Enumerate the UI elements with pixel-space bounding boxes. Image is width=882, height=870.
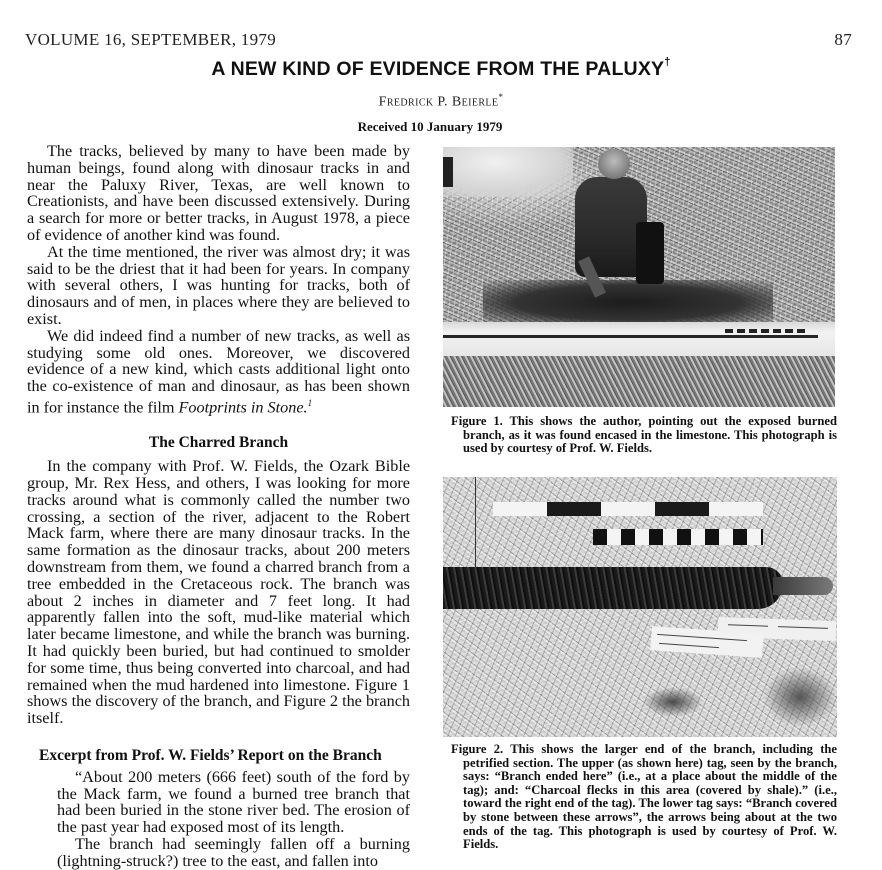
charred-branch — [773, 577, 833, 595]
person-figure — [636, 222, 664, 284]
left-column — [27, 143, 410, 870]
author-name: Fredrick P. Beierle — [378, 94, 499, 110]
article-title — [0, 55, 882, 81]
figure-1-caption — [451, 415, 837, 456]
scale-bar — [493, 502, 763, 516]
charred-branch — [443, 335, 818, 338]
quote-paragraph: “About 200 meters (666 feet) south of the ford by the Mack farm, we found a burned tree branch that had been buried in the stone river bed. The erosion of the past year had exposed most of its length. — [57, 767, 410, 837]
body-paragraph: In the company with Prof. W. Fields, the Ozark Bible group, Mr. Rex Hess, and others, I was looking for more tracks around what is commonly called the number two crossing, a section of the river, adjacent to the Robert Mack farm, where there are many dinosaur tracks. In the same formation as the dinosaur tracks, about 200 meters downstream from them, we found a charred branch from a tree embedded in the Cretaceous rock. The branch was about 2 inches in diameter and 7 feet long. It had apparently fallen into the soft, mud-like material which later became limestone, and while the branch was burning. It had quickly been buried, but had continued to smolder for some time, thus being converted into charcoal, and had remained when the mud hardened into limestone. Figure 1 shows the discovery of the branch, and Figure 2 the branch itself. — [27, 457, 410, 728]
person-figure — [598, 149, 630, 179]
photo-texture — [443, 356, 835, 407]
charred-branch — [443, 567, 783, 609]
photo-shadow — [443, 157, 453, 187]
block-quote — [27, 769, 410, 870]
journal-volume: VOLUME 16, SEPTEMBER, 1979 — [25, 30, 277, 49]
photo-shadow — [643, 687, 703, 717]
section-heading-excerpt: Excerpt from Prof. W. Fields’ Report on the Branch — [39, 746, 382, 764]
photo-shadow — [763, 667, 837, 727]
caption-text: Figure 2. This shows the larger end of the branch, including the petrified section. The upper (as shown here) tag, seen by the branch, says: “Branch ended here” (i.e., at a place about the middle of the tag); and: “Charcoal flecks in this area (covered by shale).” (i.e., toward the right end of the tag). The lower tag says: “Branch covered by stone between these arrows”, the arrows being about at the two ends of the tag. This photograph is used by courtesy of Prof. W. Fields. — [451, 742, 837, 852]
title-footnote-mark: † — [664, 55, 671, 68]
figure-2-photo — [443, 477, 837, 737]
section-heading-charred-branch: The Charred Branch — [148, 434, 289, 452]
caption-text: Figure 1. This shows the author, pointing out the exposed burned branch, as it was found encased in the limestone. This photograph is used by courtesy of Prof. W. Fields. — [451, 414, 837, 456]
article-title-text: A NEW KIND OF EVIDENCE FROM THE PALUXY — [211, 58, 665, 80]
scale-bar — [725, 329, 805, 333]
footnote-reference: 1 — [307, 397, 313, 408]
body-paragraph-text: We did indeed find a number of new tracks, as well as studying some old ones. Moreover, we discovered evidence of a new kind, which casts additional light onto the co-existence of man and dinosaur, as has been shown in for instance the film — [27, 326, 410, 417]
author-line — [0, 92, 882, 111]
running-head — [25, 30, 852, 52]
photo-highlight — [443, 147, 573, 197]
received-date: Received 10 January 1979 — [357, 119, 503, 134]
body-paragraph: At the time mentioned, the river was almost dry; it was said to be the driest that it had been for years. In company with several others, I was hunting for tracks, both of dinosaurs and of men, in places where they are believed to exist. — [27, 242, 410, 328]
scale-bar — [593, 529, 763, 545]
author-footnote-mark: * — [498, 92, 504, 102]
person-shadow — [483, 280, 773, 325]
limestone-stripe — [443, 322, 835, 356]
figure-1-photo — [443, 147, 835, 407]
film-title: Footprints in Stone. — [178, 398, 308, 417]
quote-paragraph: The branch had seemingly fallen off a burning (lightning-struck?) tree to the east, and fallen into — [57, 835, 410, 870]
figure-2-caption — [451, 743, 837, 852]
body-paragraph: The tracks, believed by many to have been made by human beings, found along with dinosaur tracks in and near the Paluxy River, Texas, are well known to Creationists, and have been discussed extensively. During a search for more or better tracks, in August 1978, a piece of evidence of another kind was found. — [27, 142, 410, 244]
body-paragraph — [27, 328, 410, 416]
page-number: 87 — [834, 30, 852, 49]
